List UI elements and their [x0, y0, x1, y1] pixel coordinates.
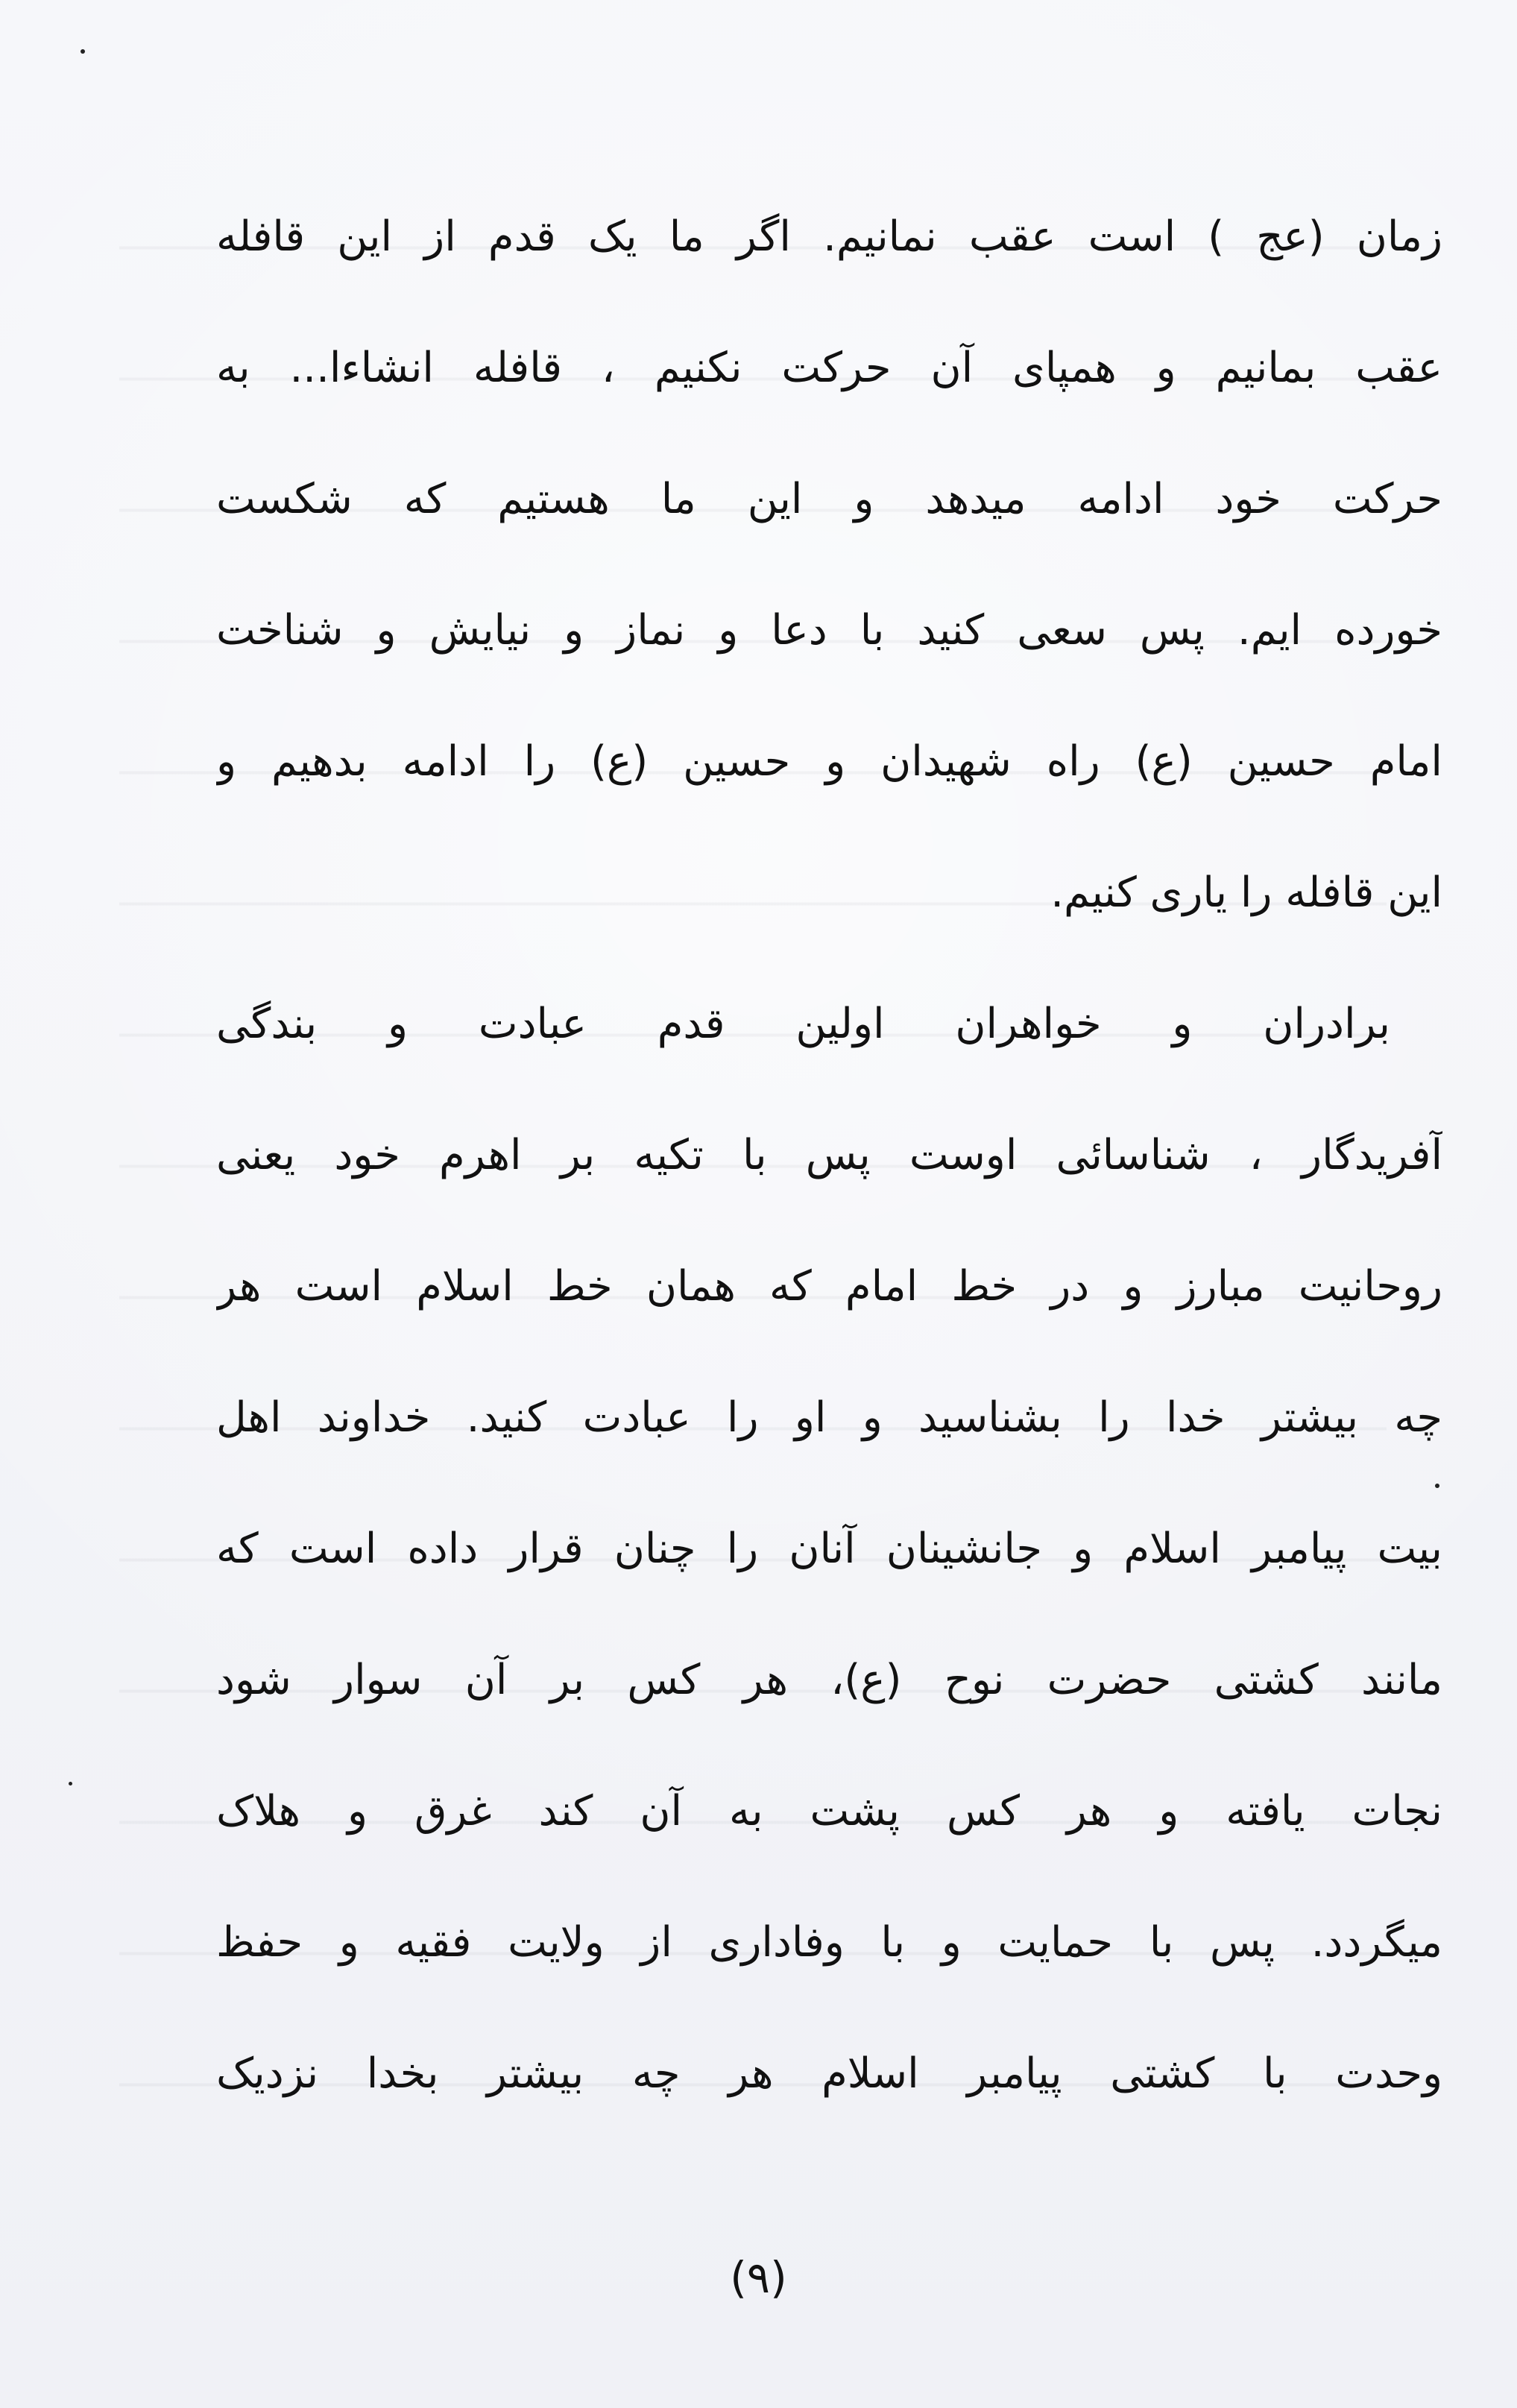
text-line: امام حسین (ع) راه شهیدان و حسین (ع) را ادامه بدهیم و	[216, 737, 1442, 786]
text-line: برادران و خواهران اولین قدم عبادت و بندگی	[216, 1000, 1390, 1048]
text-line: عقب بمانیم و همپای آن حرکت نکنیم ، قافله انشاءا... به	[216, 344, 1442, 392]
text-line: میگردد. پس با حمایت و با وفاداری از ولایت فقیه و حفظ	[216, 1918, 1442, 1967]
speck-margin	[69, 1782, 72, 1785]
text-line: خورده ایم. پس سعی کنید با دعا و نماز و نیایش و شناخت	[216, 606, 1442, 655]
text-line: روحانیت مبارز و در خط امام که همان خط اسلام است هر	[216, 1262, 1442, 1311]
text-line: زمان (عج ) است عقب نمانیم. اگر ما یک قدم از این قافله	[216, 212, 1442, 261]
body-text	[216, 171, 1442, 2140]
text-line: این قافله را یاری کنیم.	[1050, 869, 1442, 917]
speck-top-left	[81, 49, 85, 54]
text-line: چه بیشتر خدا را بشناسید و او را عبادت کنید. خداوند اهل	[216, 1393, 1442, 1442]
page-number: (۹)	[730, 2252, 787, 2303]
text-line: مانند کشتی حضرت نوح (ع)، هر کس بر آن سوار شود	[216, 1656, 1442, 1704]
text-line: نجات یافته و هر کس پشت به آن کند غرق و هلاک	[216, 1787, 1442, 1835]
text-line: آفریدگار ، شناسائی اوست پس با تکیه بر اهرم خود یعنی	[216, 1131, 1442, 1179]
text-line: بیت پیامبر اسلام و جانشینان آنان را چنان قرار داده است که	[216, 1525, 1442, 1573]
text-line: حرکت خود ادامه میدهد و این ما هستیم که شکست	[216, 475, 1442, 523]
text-line: وحدت با کشتی پیامبر اسلام هر چه بیشتر بخدا نزدیک	[216, 2049, 1442, 2098]
